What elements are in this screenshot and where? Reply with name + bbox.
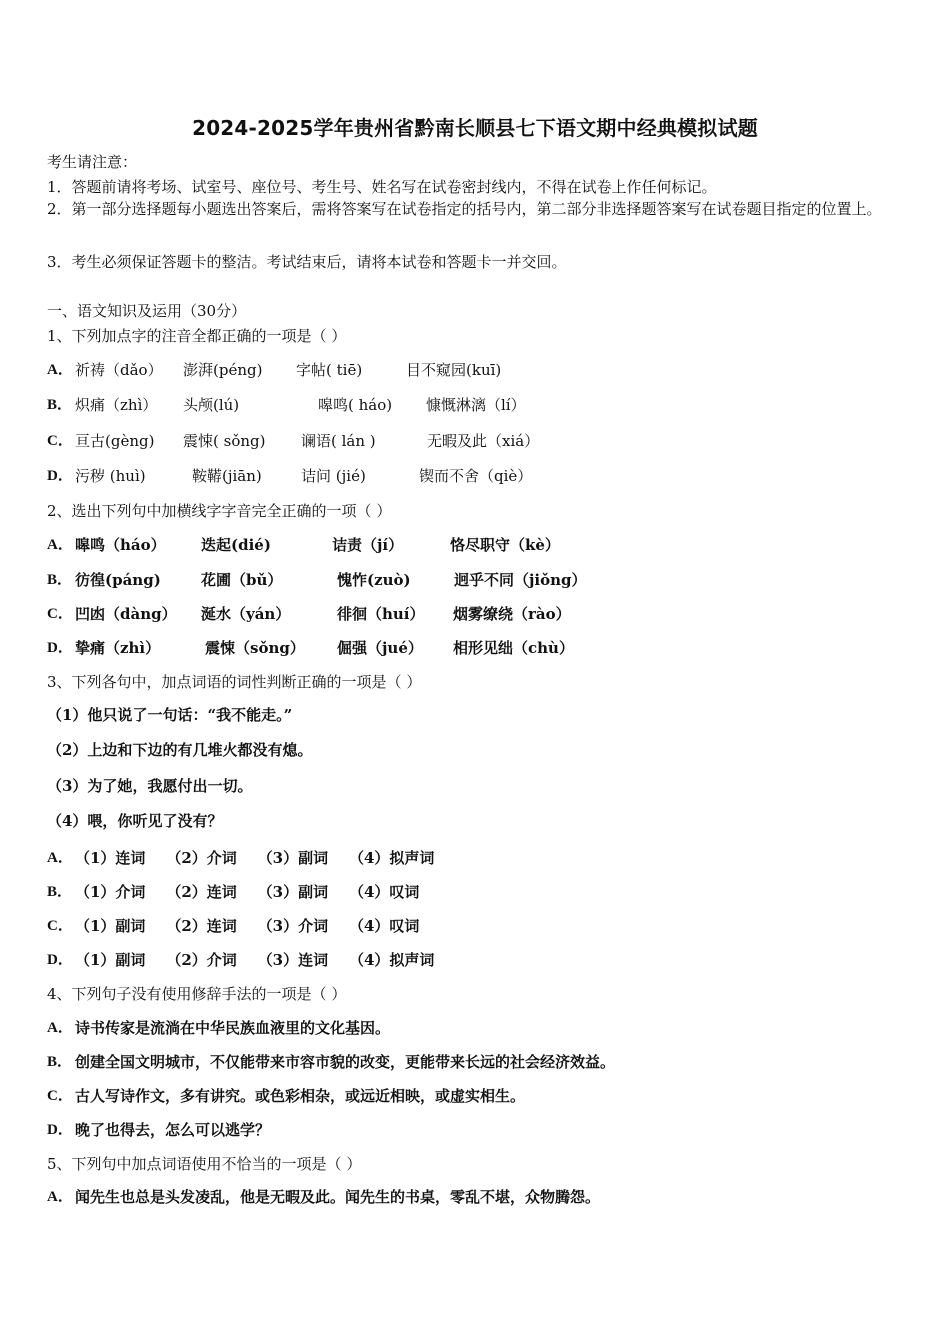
option-label: C． (47, 606, 73, 622)
question-2-stem: 2、选出下列句中加横线字字音完全正确的一项（ ） (47, 502, 392, 520)
option-text: 晚了也得去，怎么可以逃学？ (75, 1121, 271, 1139)
option-item: 目不窥园(kuī) (406, 361, 502, 379)
option-item: 挚痛（zhì） (75, 639, 161, 657)
option-label: B． (47, 884, 73, 900)
option-item: 嗥鸣( háo) (318, 396, 393, 414)
option-item: 迭起(dié) (201, 536, 271, 554)
option-item: 慷慨淋漓（lí） (426, 396, 526, 414)
section-heading: 一、语文知识及运用（30分） (47, 302, 247, 320)
option-label: A． (47, 850, 73, 866)
option-item: 迥乎不同（jiǒng） (454, 571, 587, 589)
option-item: 亘古(gèng) (75, 432, 155, 450)
notice-item: 1．答题前请将考场、试室号、座位号、考生号、姓名写在试卷密封线内，不得在试卷上作任何标记。 (47, 178, 717, 196)
option-item: 愧怍(zuò) (337, 571, 411, 589)
option-item: 鞍鞯(jiān) (192, 467, 262, 485)
option-label: D． (47, 1122, 73, 1138)
option-item: 涎水（yán） (201, 605, 291, 623)
option-item: 澎湃(péng) (183, 361, 263, 379)
question-5-stem: 5、下列句中加点词语使用不恰当的一项是（ ） (47, 1155, 362, 1173)
notice-item: 3．考生必须保证答题卡的整洁。考试结束后，请将本试卷和答题卡一并交回。 (47, 253, 567, 271)
option-item: 徘徊（huí） (337, 605, 425, 623)
option-item: 震悚( sǒng) (183, 432, 266, 450)
option-text: 诗书传家是流淌在中华民族血液里的文化基因。 (75, 1019, 391, 1037)
q3-sentence: （2）上边和下边的有几堆火都没有熄。 (47, 741, 313, 759)
option-label: D． (47, 468, 73, 484)
option-label: B． (47, 1054, 73, 1070)
option-label: D． (47, 952, 73, 968)
question-4-stem: 4、下列句子没有使用修辞手法的一项是（ ） (47, 985, 347, 1003)
option-item: 无暇及此（xiá） (427, 432, 540, 450)
option-item: 诘责（jí） (332, 536, 404, 554)
option-label: A． (47, 1020, 73, 1036)
option-label: A． (47, 1189, 73, 1205)
option-item: 花圃（bǔ） (201, 571, 283, 589)
option-item: 凹凼（dàng） (75, 605, 177, 623)
option-text: （1）副词 （2）连词 （3）介词 （4）叹词 (75, 917, 420, 935)
option-item: 炽痛（zhì） (75, 396, 158, 414)
option-item: 诘问 (jié) (301, 467, 366, 485)
option-text: 古人写诗作文，多有讲究。或色彩相杂，或远近相映，或虚实相生。 (75, 1087, 526, 1105)
q3-sentence: （4）喂，你听见了没有？ (47, 812, 223, 830)
option-label: C． (47, 433, 73, 449)
option-text: （1）连词 （2）介词 （3）副词 （4）拟声词 (75, 849, 435, 867)
option-text: 创建全国文明城市，不仅能带来市容市貌的改变，更能带来长远的社会经济效益。 (75, 1053, 616, 1071)
q3-sentence: （1）他只说了一句话：“我不能走。” (47, 706, 293, 724)
question-1-stem: 1、下列加点字的注音全都正确的一项是（ ） (47, 327, 347, 345)
option-label: C． (47, 918, 73, 934)
option-label: C． (47, 1088, 73, 1104)
notice-heading: 考生请注意： (47, 153, 138, 171)
option-item: 倔强（jué） (337, 639, 423, 657)
option-item: 嗥鸣（háo） (75, 536, 166, 554)
option-item: 恪尽职守（kè） (450, 536, 560, 554)
question-3-stem: 3、下列各句中，加点词语的词性判断正确的一项是（ ） (47, 673, 422, 691)
page-title: 2024-2025学年贵州省黔南长顺县七下语文期中经典模拟试题 (192, 116, 758, 140)
option-item: 头颅(lú) (183, 396, 240, 414)
option-label: A． (47, 362, 73, 378)
option-label: B． (47, 397, 73, 413)
option-item: 谰语( lán ) (301, 432, 376, 450)
option-item: 彷徨(páng) (75, 571, 161, 589)
option-label: B． (47, 572, 73, 588)
q3-sentence: （3）为了她，我愿付出一切。 (47, 777, 253, 795)
option-item: 字帖( tiē) (296, 361, 363, 379)
option-label: D． (47, 640, 73, 656)
option-text: 闻先生也总是头发凌乱，他是无暇及此。闻先生的书桌，零乱不堪，众物腾怨。 (75, 1188, 601, 1206)
option-text: （1）副词 （2）介词 （3）连词 （4）拟声词 (75, 951, 435, 969)
option-item: 锲而不舍（qiè） (419, 467, 533, 485)
option-text: （1）介词 （2）连词 （3）副词 （4）叹词 (75, 883, 420, 901)
option-item: 祈祷（dǎo） (75, 361, 163, 379)
option-item: 相形见绌（chù） (453, 639, 574, 657)
notice-item: 2．第一部分选择题每小题选出答案后，需将答案写在试卷指定的括号内，第二部分非选择题答案写在试卷题目指定的位置上。 (47, 200, 882, 218)
option-item: 震悚（sǒng） (205, 639, 305, 657)
option-item: 污秽 (huì) (75, 467, 146, 485)
option-label: A． (47, 537, 73, 553)
option-item: 烟雾缭绕（rào） (453, 605, 571, 623)
